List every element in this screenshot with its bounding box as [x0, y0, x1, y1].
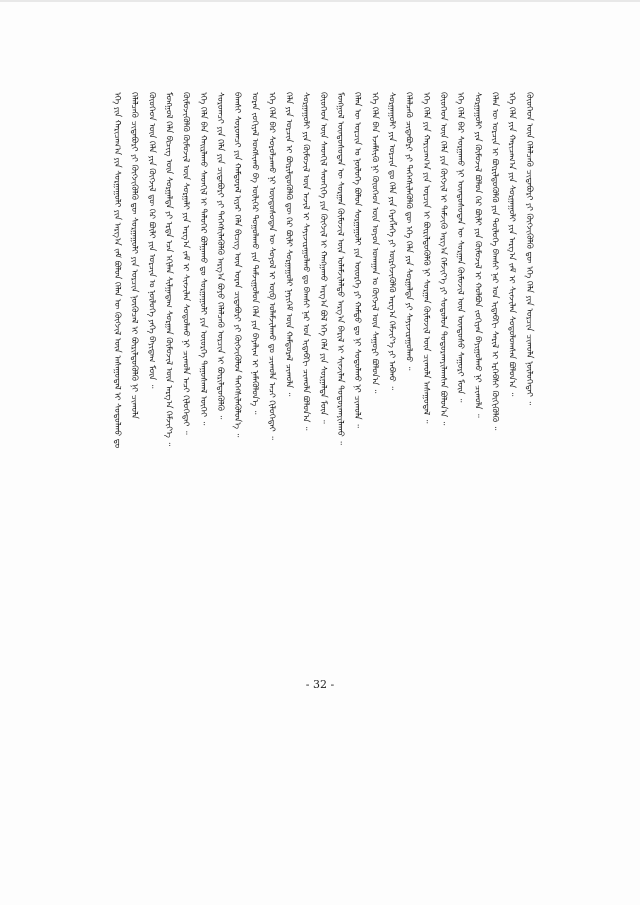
text-column: ᠬᠡᠯᠡᠯᠴᠡᠬᠦ ᠴᠢᠳᠠᠪᠤᠷᠢ ᠶᠢ ᠳᠡᠭᠡᠭᠰᠢᠯᠡᠭᠦᠯᠬᠦ ᠳᠦ ᠡᠬᠡ ᠬᠡᠯᠡ ᠶᠢᠨ ᠰᠤᠷᠭᠠᠯᠳᠠ ᠶᠢ ᠰᠠᠶᠢᠵᠢᠷᠠᠭᠤᠯᠬᠤ ᠃: [404, 92, 415, 371]
text-column: ᠰᠤᠷᠭᠠᠭᠤᠯᠢ ᠶᠢᠨ ᠬᠦᠮᠦᠵᠢᠯ ᠦᠨ ᠠᠵᠢᠯ ᠢ ᠰᠠᠶᠢᠵᠢᠷᠠᠭᠤᠯᠬᠤ ᠳᠤ ᠪᠠᠭᠰᠢ ᠨᠠᠷ ᠤᠨ ᠢᠳᠡᠪᠬᠢ ᠴᠢᠬᠤᠯᠠ ᠪᠤᠯᠤᠨ᠎ᠠ ᠃: [301, 92, 312, 431]
text-column: ᠬᠦᠦᠬᠡᠳ ᠦᠨ ᠬᠡᠯᠡᠯᠴᠡᠬᠦ ᠴᠢᠳᠠᠪᠤᠷᠢ ᠶᠢ ᠬᠥᠭᠵᠢᠭᠦᠯᠬᠦ ᠳᠦ ᠡᠬᠡ ᠬᠡᠯᠡ ᠶᠢᠨ ᠣᠷᠴᠢᠨ ᠴᠢᠬᠤᠯᠠ ᠨᠥᠯᠥᠭᠡᠲᠡᠢ ᠃: [524, 92, 535, 405]
text-column: ᠤᠷᠠᠨ ᠵᠣᠬᠢᠶᠠᠯ ᠤᠩᠰᠢᠬᠤ ᠪᠠ ᠦᠯᠢᠭᠡᠷ ᠳᠤᠭᠤᠯᠠᠬᠤ ᠶᠢᠨ ᠳᠠᠮᠵᠢᠭᠤᠯᠤᠨ ᠬᠡᠯᠡ ᠶᠢᠨ ᠪᠠᠶᠠᠯᠢᠭ ᠢ ᠨᠡᠮᠡᠭᠦᠯᠦᠨ᠎ᠡ ᠃: [250, 92, 261, 415]
vertical-text-block: [112, 92, 536, 658]
text-column: ᠬᠡᠯᠡ ᠶᠢᠨ ᠣᠷᠴᠢᠨ ᠢ ᠪᠦᠷᠢᠯᠳᠦᠭᠦᠯᠬᠦ ᠳᠦ ᠭᠡᠷ ᠪᠦᠯᠢ ᠰᠤᠷᠭᠠᠭᠤᠯᠢ ᠨᠡᠶᠢᠭᠡᠮ ᠦᠨ ᠬᠠᠮᠲᠤᠷᠠᠯ ᠴᠢᠬᠤᠯᠠ ᠃: [284, 92, 295, 397]
text-column: ᠡᠬᠡ ᠬᠡᠯᠡ ᠪᠡᠨ ᠬᠠᠢᠷᠯᠠᠬᠤ ᠰᠡᠳᠬᠢᠯ ᠢ ᠲᠡᠯᠦᠭᠡᠷ ᠪᠤᠯᠭᠠᠬᠤ ᠳᠤ ᠰᠤᠷᠭᠠᠭᠤᠯᠢ ᠶᠢᠨ ᠦᠦᠷᠭᠡ ᠳᠠᠭᠤᠰᠬᠠᠯ ᠦᠭᠡᠢ ᠃: [198, 92, 209, 426]
text-column: ᠡᠬᠡ ᠬᠡᠯᠡ ᠪᠡᠷ ᠰᠤᠷᠭᠠᠬᠤ ᠨᠢ ᠦᠨᠳᠦᠰᠦᠲᠡᠨ ᠦ ᠰᠤᠷᠭᠠᠨ ᠬᠦᠮᠦᠵᠢᠯ ᠦᠨ ᠦᠨᠳᠦᠰᠦ ᠰᠠᠭᠤᠷᠢ ᠮᠥᠨ ᠃: [456, 92, 467, 403]
scan-edge: [0, 0, 640, 2]
text-column: ᠬᠡᠯᠡᠨ ᠦ ᠣᠷᠴᠢᠨ ᠢ ᠪᠦᠷᠢᠯᠳᠦᠭᠦᠯᠬᠦ ᠶᠢᠨ ᠲᠥᠯᠥᠭᠡ ᠪᠠᠭᠰᠢ ᠨᠠᠷ ᠤᠨ ᠢᠳᠡᠪᠬᠢ ᠰᠠᠷᠢᠯ ᠢ ᠡᠷᠬᠡᠪᠰᠢ ᠬᠥᠬᠢᠭᠦᠯᠬᠦ ᠃: [490, 92, 501, 431]
text-column: ᠡᠬᠡ ᠬᠡᠯᠡ ᠶᠢᠨ ᠬᠠᠷᠢᠴᠠᠭ᠎ᠠ ᠶᠢᠨ ᠰᠤᠷᠭᠠᠭᠤᠯᠢ ᠶᠢᠨ ᠠᠷᠭ᠎ᠠ ᠵᠠᠮ ᠢ ᠰᠢᠨᠵᠢᠯᠡᠨ ᠰᠤᠳᠤᠯᠤᠭᠰᠠᠨ ᠪᠣᠯᠤᠨ᠎ᠠ ᠃: [507, 92, 518, 397]
text-column: ᠡᠬᠡ ᠬᠡᠯᠡ ᠪᠡᠨ ᠡᠵᠡᠮᠰᠢᠬᠦ ᠨᠢ ᠬᠦᠦᠬᠡᠳ ᠦᠨ ᠣᠶᠤᠨ ᠤᠬᠠᠭᠠᠨ ᠤ ᠬᠥᠭᠵᠢᠯ ᠦᠨ ᠰᠠᠭᠤᠷᠢ ᠪᠤᠯᠤᠨ᠎ᠠ ᠃: [370, 92, 381, 394]
text-column: ᠬᠦᠦᠬᠡᠳ ᠦᠨ ᠬᠡᠯᠡ ᠶᠢᠨ ᠬᠥᠭᠵᠢᠯ ᠳᠦ ᠭᠡᠷ ᠪᠦᠯᠢ ᠶᠢᠨ ᠣᠷᠴᠢᠨ ᠤ ᠨᠥᠯᠥᠭᠡ ᠶᠡᠬᠡ ᠪᠠᠶᠢᠳᠠᠭ ᠮᠥᠨ ᠃: [147, 92, 158, 389]
text-column: ᠬᠡᠯᠡᠯᠴᠡᠬᠦ ᠴᠢᠳᠠᠪᠤᠷᠢ ᠶᠢ ᠬᠥᠭᠵᠢᠭᠦᠯᠬᠦ ᠳᠦ ᠰᠤᠷᠭᠠᠭᠤᠯᠢ ᠶᠢᠨ ᠣᠷᠴᠢᠨ ᠨᠥᠬᠦᠴᠡᠯ ᠢ ᠪᠦᠷᠢᠯᠳᠦᠭᠦᠯᠬᠦ ᠨᠢ ᠴᠢᠬᠤᠯᠠ: [130, 92, 141, 419]
page-number: - 32 -: [305, 678, 335, 691]
text-column: ᠡᠬᠡ ᠬᠡᠯᠡ ᠶᠢᠨ ᠬᠠᠷᠢᠴᠠᠭ᠎ᠠ ᠶᠢᠨ ᠣᠷᠴᠢᠨ ᠢ ᠪᠦᠷᠢᠯᠳᠦᠭᠦᠯᠬᠦ ᠨᠢ ᠰᠤᠷᠭᠠᠨ ᠬᠦᠮᠦᠵᠢᠯ ᠦᠨ ᠴᠢᠬᠤᠯᠠ ᠠᠰᠠᠭᠤᠳᠠᠯ ᠃: [421, 92, 432, 424]
text-column: ᠪᠠᠭᠰᠢ ᠰᠤᠷᠤᠭᠴᠢ ᠶᠢᠨ ᠬᠠᠮᠲᠤᠷᠠᠯ ᠢᠶᠡᠷ ᠬᠡᠯᠡ ᠪᠢᠴᠢᠭ ᠦᠨ ᠤᠷᠠᠨ ᠴᠢᠳᠠᠪᠤᠷᠢ ᠶᠢ ᠬᠥᠭᠵᠢᠭᠦᠯᠦᠨ ᠳᠡᠭᠡᠭᠰᠢᠯᠡᠭᠦᠯᠦᠨ᠎ᠡ ᠃: [233, 92, 244, 438]
text-column: ᠬᠦᠦᠬᠡᠳ ᠦᠨ ᠬᠡᠯᠡ ᠶᠢᠨ ᠬᠥᠭᠵᠢᠯ ᠢ ᠳᠡᠮᠵᠢᠬᠦ ᠠᠷᠭ᠎ᠠ ᠬᠡᠮᠵᠢᠶ᠎ᠡ ᠶᠢ ᠰᠤᠳᠤᠯᠤᠨ ᠲᠣᠳᠤᠷᠬᠠᠶᠢᠯᠠᠭᠰᠠᠨ ᠪᠣᠯᠤᠨ᠎ᠠ ᠃: [438, 92, 449, 426]
text-column: ᠮᠣᠩᠭᠣᠯ ᠦᠨᠳᠦᠰᠦᠲᠡᠨ ᠦ ᠰᠤᠷᠭᠠᠨ ᠬᠦᠮᠦᠵᠢᠯ ᠦᠨ ᠤᠯᠠᠮᠵᠢᠯᠠᠯᠲᠤ ᠠᠷᠭ᠎ᠠ ᠪᠠᠷᠢᠯ ᠢ ᠰᠢᠨᠵᠢᠯᠡᠨ ᠲᠣᠳᠤᠷᠬᠠᠶᠢᠯᠠᠬᠤ ᠃: [336, 92, 347, 445]
text-column: ᠰᠤᠷᠭᠠᠭᠤᠯᠢ ᠶᠢᠨ ᠬᠦᠮᠦᠵᠢᠯ ᠪᠤᠯᠤᠨ ᠭᠡᠷ ᠪᠦᠯᠢ ᠶᠢᠨ ᠬᠦᠮᠦᠵᠢᠯ ᠢ ᠬᠣᠯᠪᠣᠨ ᠵᠣᠬᠢᠶᠠᠨ ᠪᠠᠶᠢᠭᠤᠯᠬᠤ ᠨᠢ ᠴᠢᠬᠤᠯᠠ ᠃: [473, 92, 484, 418]
text-column: ᠰᠤᠷᠭᠠᠭᠤᠯᠢ ᠶᠢᠨ ᠣᠷᠴᠢᠨ ᠳᠤ ᠬᠡᠯᠡ ᠶᠢᠨ ᠬᠡᠷᠡᠭᠯᠡᠭᠡ ᠶᠢ ᠥᠷᠭᠡᠵᠢᠭᠦᠯᠬᠦ ᠠᠷᠭ᠎ᠠ ᠬᠡᠮᠵᠢᠶ᠎ᠡ ᠶᠢ ᠠᠪᠬᠤ ᠃: [387, 92, 398, 390]
text-column: ᠡᠬᠡ ᠶᠢᠨ ᠬᠠᠷᠢᠴᠠᠭ᠎ᠠ ᠶᠢᠨ ᠰᠤᠷᠭᠠᠭᠤᠯᠢ ᠶᠢᠨ ᠠᠷᠭ᠎ᠠ ᠵᠠᠮ ᠪᠤᠯᠤᠨ ᠬᠡᠯᠡᠨ ᠦ ᠬᠦᠭᠵᠢᠯ ᠦᠨ ᠠᠰᠠᠭᠤᠳᠠᠯ ᠢ ᠰᠤᠳᠤᠯᠬᠤ ᠳᠤ: [113, 92, 123, 449]
text-column: ᠬᠦᠦᠬᠡᠳ ᠦᠨ ᠰᠡᠳᠬᠢᠯ ᠰᠡᠳᠬᠢᠭᠡ ᠶᠢᠨ ᠬᠥᠭᠵᠢᠯ ᠢ ᠬᠠᠩᠭᠠᠬᠤ ᠠᠷᠭ᠎ᠠ ᠪᠤᠯ ᠡᠬᠡ ᠬᠡᠯᠡ ᠶᠢᠨ ᠰᠤᠷᠭᠠᠯᠳᠠ ᠮᠥᠨ ᠃: [318, 92, 329, 424]
text-column: ᠬᠦᠮᠦᠵᠢᠭᠦᠯᠬᠦ ᠬᠦᠮᠦᠵᠢᠯ ᠦᠨ ᠰᠤᠷᠭᠠᠯᠢ ᠶᠢᠨ ᠠᠷᠭ᠎ᠠ ᠵᠠᠮ ᠢ ᠰᠢᠨᠵᠢᠯᠡᠨ ᠰᠤᠳᠤᠯᠬᠤ ᠨᠢ ᠴᠢᠬᠤᠯᠠ ᠠᠴᠢ ᠬᠢᠯᠤᠭᠡᠳᠡᠢ ᠃: [181, 92, 192, 435]
text-column: ᠬᠡᠯᠡᠨ ᠦ ᠣᠷᠴᠢᠨ ᠤ ᠨᠥᠯᠥᠭᠡ ᠪᠤᠯᠤᠨ ᠰᠤᠷᠭᠠᠭᠤᠯᠢ ᠶᠢᠨ ᠦᠦᠷᠭᠡ ᠶᠢ ᠬᠠᠮᠲᠤ ᠳᠤ ᠨᠢ ᠰᠤᠳᠤᠯᠬᠤ ᠨᠢ ᠴᠢᠬᠤᠯᠠ ᠃: [353, 92, 364, 428]
text-column: ᠡᠬᠡ ᠬᠡᠯᠡ ᠪᠡᠷ ᠰᠤᠷᠤᠯᠴᠠᠬᠤ ᠨᠢ ᠦᠨᠳᠦᠰᠦᠲᠡᠨ ᠦ ᠰᠣᠶᠤᠯ ᠢ ᠥᠪ ᠤᠯᠠᠮᠵᠢᠯᠠᠬᠤ ᠳᠤ ᠴᠢᠬᠤᠯᠠ ᠠᠴᠢ ᠬᠢᠯᠤᠭᠡᠳᠡᠢ ᠃: [267, 92, 278, 440]
text-column: ᠮᠣᠩᠭᠣᠯ ᠬᠡᠯᠡ ᠪᠢᠴᠢᠭ ᠦᠨ ᠰᠤᠷᠭᠠᠯᠳᠠ ᠶᠢ ᠡᠷᠲᠡ ᠡᠴᠡ ᠡᠬᠢᠯᠡᠨ ᠰᠢᠯᠭᠠᠳᠠᠭ ᠰᠤᠷᠭᠠᠨ ᠬᠦᠮᠦᠵᠢᠯ ᠦᠨ ᠠᠷᠭ᠎ᠠ ᠬᠡᠮᠵᠢᠶ᠎ᠡ ᠃: [164, 92, 175, 447]
text-column: ᠰᠤᠷᠤᠭᠴᠢ ᠶᠢᠨ ᠬᠡᠯᠡ ᠶᠢᠨ ᠴᠢᠳᠠᠪᠤᠷᠢ ᠶᠢ ᠳᠡᠭᠡᠭᠰᠢᠯᠡᠭᠦᠯᠬᠦ ᠠᠷᠭ᠎ᠠ ᠪᠤᠶᠤ ᠬᠡᠯᠡᠯᠴᠡᠬᠦ ᠣᠷᠴᠢᠨ ᠢ ᠪᠦᠷᠢᠯᠳᠦᠭᠦᠯᠬᠦ ᠃: [215, 92, 226, 420]
